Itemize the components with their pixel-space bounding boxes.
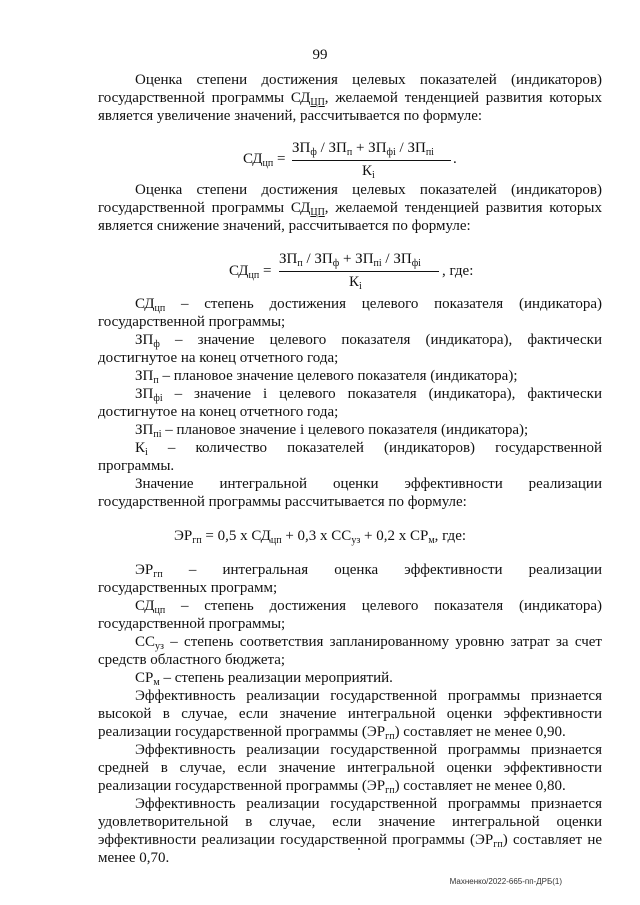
def2-line1: $ЗП_ф$ – значение целевого показателя (индикатора), фактически xyxy=(135,332,602,350)
para1-line3: является увеличение значений, рассчитывается по формуле: xyxy=(98,108,483,124)
def3-line1: $ЗП_п$ – плановое значение целевого показателя (индикатора); xyxy=(135,368,518,386)
para3-line2: государственной программы рассчитывается по формуле: xyxy=(98,494,467,510)
def2-2-line1: $СД_{цп}$ – степень достижения целевого показателя (индикатора) xyxy=(135,598,602,616)
para5-line1: Эффективность реализации государственной программы признается xyxy=(135,742,602,758)
para5-line2: средней в случае, если значение интегральной оценки эффективности xyxy=(98,760,602,776)
formula-2-numerator: $ЗП_п / ЗП_ф + ЗП_{пi} / ЗП_{фi}$ xyxy=(279,251,421,269)
def2-4-line1: $СР_м$ – степень реализации мероприятий. xyxy=(135,670,393,688)
formula-2-denominator: $К_i$ xyxy=(349,274,362,292)
footer-doc-code: Махненко/2022-665-пп-ДРБ(1) xyxy=(449,877,562,886)
formula-1-fraction-bar xyxy=(292,160,451,161)
def1-line1: $СД_{цп}$ – степень достижения целевого показателя (индикатора) xyxy=(135,296,602,314)
para5-line3: реализации государственной программы $(ЭР_{гп})$ составляет не менее 0,80. xyxy=(98,778,566,796)
para2-line3: является снижение значений, рассчитывается по формуле: xyxy=(98,218,471,234)
para4-line2: высокой в случае, если значение интегральной оценки эффективности xyxy=(98,706,602,722)
def4-line2: достигнутое на конец отчетного года; xyxy=(98,404,339,420)
formula-1-numerator: $ЗП_ф / ЗП_п + ЗП_{фi} / ЗП_{пi}$ xyxy=(292,140,434,158)
def2-3-line1: $СС_{уз}$ – степень соответствия запланированному уровню затрат за счет xyxy=(135,634,602,652)
def2-line2: достигнутое на конец отчетного года; xyxy=(98,350,339,366)
para6-line2: удовлетворительной в случае, если значение интегральной оценки xyxy=(98,814,602,830)
formula-2-lhs: $СД_{цп}$ = xyxy=(229,263,272,281)
def1-line2: государственной программы; xyxy=(98,314,286,330)
def2-3-line2: средств областного бюджета; xyxy=(98,652,286,668)
def6-line2: программы. xyxy=(98,458,175,474)
formula-2 xyxy=(229,251,489,296)
def5-line1: $ЗП_{пi}$ – плановое значение i целевого показателя (индикатора); xyxy=(135,422,529,440)
para6-line3: эффективности реализации государственной программы $(ЭР_{гп})$ составляет не xyxy=(98,832,602,850)
def2-1-line2: государственных программ; xyxy=(98,580,278,596)
def2-2-line2: государственной программы; xyxy=(98,616,286,632)
para1-line2: государственной программы $СД_{ЦП}$, желаемой тенденцией развития которых xyxy=(98,90,602,108)
para6-line1: Эффективность реализации государственной программы признается xyxy=(135,796,602,812)
formula-1-tail: . xyxy=(453,151,457,167)
formula-3: $ЭР_{гп} = 0,5$ х $СД_{цп} + 0,3$ х $СС_{уз} + 0,2$ х $СР_м$, где: xyxy=(173,528,467,546)
para2-line1: Оценка степени достижения целевых показателей (индикаторов) xyxy=(135,182,602,198)
para6-line4: менее 0,70. xyxy=(98,850,170,866)
formula-1 xyxy=(243,140,473,185)
def2-1-line1: $ЭР_{гп}$ – интегральная оценка эффективности реализации xyxy=(135,562,602,580)
scan-speck xyxy=(358,848,360,850)
page-number: 99 xyxy=(312,47,328,63)
para2-line2: государственной программы $СД_{ЦП}$, желаемой тенденцией развития которых xyxy=(98,200,602,218)
formula-1-lhs: $СД_{цп}$ = xyxy=(243,151,286,169)
para4-line3: реализации государственной программы $(ЭР_{гп})$ составляет не менее 0,90. xyxy=(98,724,566,742)
para4-line1: Эффективность реализации государственной программы признается xyxy=(135,688,602,704)
para1-line1: Оценка степени достижения целевых показателей (индикаторов) xyxy=(135,72,602,88)
def4-line1: $ЗП_{фi}$ – значение i целевого показателя (индикатора), фактически xyxy=(135,386,602,404)
para3-line1: Значение интегральной оценки эффективности реализации xyxy=(135,476,602,492)
formula-2-tail: , где: xyxy=(442,263,474,279)
formula-2-fraction-bar xyxy=(279,271,439,272)
formula-1-denominator: $К_i$ xyxy=(362,163,375,181)
def6-line1: $К_i$ – количество показателей (индикаторов) государственной xyxy=(135,440,602,458)
